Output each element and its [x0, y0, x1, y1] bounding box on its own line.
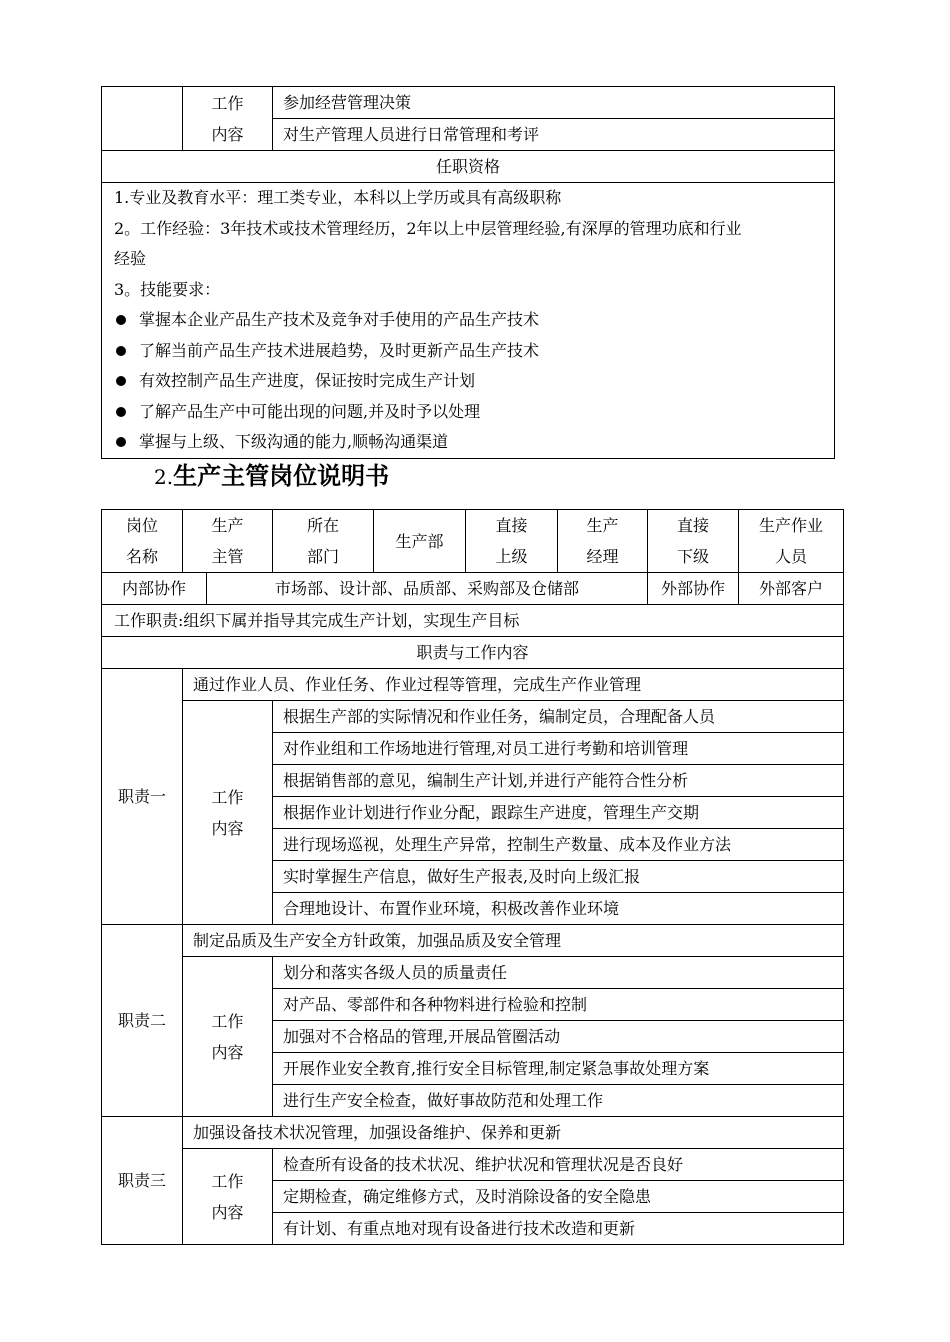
- duty-statement: 工作职责:组织下属并指导其完成生产计划，实现生产目标: [102, 605, 844, 637]
- duty-item: 根据作业计划进行作业分配，跟踪生产进度，管理生产交期: [273, 797, 844, 829]
- external-collab-label: 外部协作: [648, 573, 739, 605]
- superior-value: 生产 经理: [558, 510, 648, 573]
- duties-header: 职责与工作内容: [102, 637, 844, 669]
- duty-item: 实时掌握生产信息，做好生产报表,及时向上级汇报: [273, 861, 844, 893]
- section-heading: [154, 458, 389, 495]
- duty-name: 职责三: [102, 1117, 183, 1245]
- duty-item: 对产品、零部件和各种物料进行检验和控制: [273, 989, 844, 1021]
- duty-name: 职责一: [102, 669, 183, 925]
- subordinate-value: 生产作业 人员: [739, 510, 844, 573]
- duty-summary: 通过作业人员、作业任务、作业过程等管理，完成生产作业管理: [183, 669, 844, 701]
- duty-item: 开展作业安全教育,推行安全目标管理,制定紧急事故处理方案: [273, 1053, 844, 1085]
- duty-item: 检查所有设备的技术状况、维护状况和管理状况是否良好: [273, 1149, 844, 1181]
- qualification-header: 任职资格: [102, 151, 835, 183]
- duty-item: 根据销售部的意见，编制生产计划,并进行产能符合性分析: [273, 765, 844, 797]
- department-label: 所在 部门: [273, 510, 374, 573]
- qualification-box: [102, 183, 835, 459]
- duty-item: 根据生产部的实际情况和作业任务，编制定员，合理配备人员: [273, 701, 844, 733]
- section-title: 生产主管岗位说明书: [173, 462, 390, 490]
- duty-item: 进行生产安全检查，做好事故防范和处理工作: [273, 1085, 844, 1117]
- skill-item: 掌握与上级、下级沟通的能力,顺畅沟通渠道: [114, 427, 834, 458]
- bullet-icon: [116, 376, 126, 386]
- section-number: 2.: [154, 465, 174, 489]
- duty-item: 有计划、有重点地对现有设备进行技术改造和更新: [273, 1213, 844, 1245]
- position-name-label: 岗位 名称: [102, 510, 183, 573]
- qualification-education: 1.专业及教育水平：理工类专业，本科以上学历或具有高级职称: [114, 188, 562, 207]
- work-content-label: 工作 内容: [183, 957, 273, 1117]
- qualification-experience: 2。工作经验：3年技术或技术管理经历，2年以上中层管理经验,有深厚的管理功底和行业: [114, 218, 742, 238]
- qualification-skills-label: 3。技能要求：: [114, 279, 221, 299]
- internal-collab-value: 市场部、设计部、品质部、采购部及仓储部: [207, 573, 648, 605]
- duty-item: 进行现场巡视，处理生产异常，控制生产数量、成本及作业方法: [273, 829, 844, 861]
- bullet-icon: [116, 407, 126, 417]
- work-item: 对生产管理人员进行日常管理和考评: [273, 119, 835, 151]
- department-value: 生产部: [374, 510, 466, 573]
- skill-item: 了解产品生产中可能出现的问题,并及时予以处理: [114, 397, 834, 428]
- work-item: 参加经营管理决策: [273, 87, 835, 119]
- work-content-label: 工作 内容: [183, 701, 273, 925]
- bullet-icon: [116, 437, 126, 447]
- duty-summary: 加强设备技术状况管理，加强设备维护、保养和更新: [183, 1117, 844, 1149]
- bullet-icon: [116, 346, 126, 356]
- duty-summary: 制定品质及生产安全方针政策，加强品质及安全管理: [183, 925, 844, 957]
- duty-item: 对作业组和工作场地进行管理,对员工进行考勤和培训管理: [273, 733, 844, 765]
- work-content-label: 工作 内容: [183, 1149, 273, 1245]
- empty-cell: [102, 87, 183, 151]
- duty-name: 职责二: [102, 925, 183, 1117]
- superior-label: 直接 上级: [466, 510, 558, 573]
- skill-item: 了解当前产品生产技术进展趋势，及时更新产品生产技术: [114, 336, 834, 367]
- duty-item: 定期检查，确定维修方式，及时消除设备的安全隐患: [273, 1181, 844, 1213]
- duty-item: 划分和落实各级人员的质量责任: [273, 957, 844, 989]
- external-collab-value: 外部客户: [739, 573, 844, 605]
- internal-collab-label: 内部协作: [102, 573, 207, 605]
- duty-item: 合理地设计、布置作业环境，积极改善作业环境: [273, 893, 844, 925]
- job-description-table: [101, 509, 844, 1245]
- position-name: 生产 主管: [183, 510, 273, 573]
- bullet-icon: [116, 315, 126, 325]
- duty-item: 加强对不合格品的管理,开展品管圈活动: [273, 1021, 844, 1053]
- qualification-experience-cont: 经验: [114, 249, 147, 268]
- skill-item: 有效控制产品生产进度，保证按时完成生产计划: [114, 366, 834, 397]
- top-table: [101, 86, 835, 459]
- skill-item: 掌握本企业产品生产技术及竞争对手使用的产品生产技术: [114, 305, 834, 336]
- work-content-label: 工作 内容: [183, 87, 273, 151]
- subordinate-label: 直接 下级: [648, 510, 739, 573]
